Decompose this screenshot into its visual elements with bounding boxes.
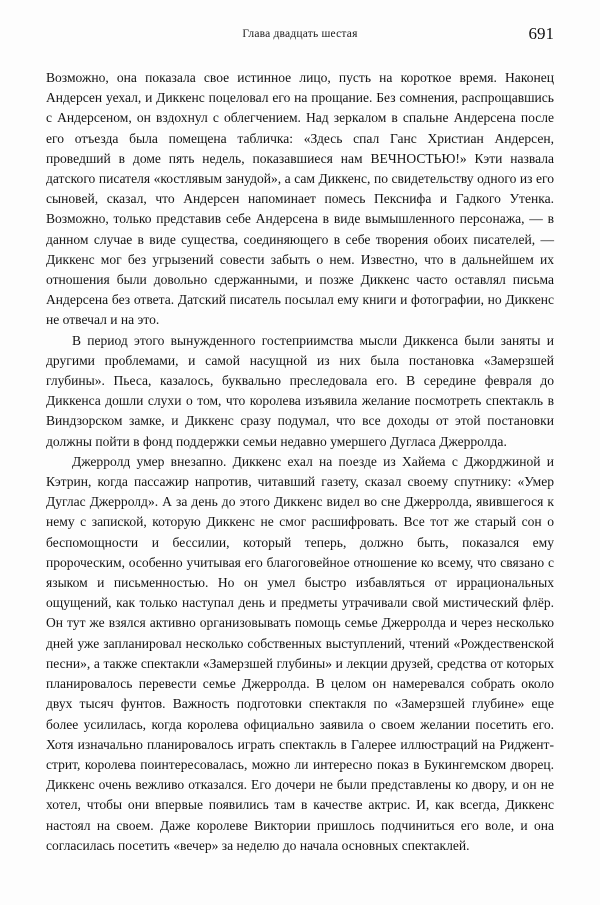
- paragraph: В период этого вынужденного гостеприимства мысли Диккенса были заняты и другими проблемами, и самой насущной из них была постановка «Замерзшей глубины». Пьеса, казалось, буквально преследовала его. В середине февраля до Диккенса дошли слухи о том, что королева изъявила желание посмотреть спектакль в Виндзорском замке, и Диккенс сразу подумал, что все доходы от этой постановки должны пойти в фонд поддержки семьи недавно умершего Дугласа Джерролда.: [46, 332, 554, 449]
- page-number: 691: [528, 24, 554, 43]
- running-title: Глава двадцать шестая: [242, 28, 358, 40]
- paragraph: Возможно, она показала свое истинное лицо, пусть на короткое время. Наконец Андерсен уехал, и Диккенс поцеловал его на прощание. Без сомнения, распрощавшись с Андерсеном, он вздохнул с облегчением. Над зеркалом в спальне Андерсена после его отъезда была помещена табличка: «Здесь спал Ганс Христиан Андерсен, проведший в доме пять недель, показавшиеся нам ВЕЧНОСТЬЮ!» Кэти назвала датского писателя «костлявым занудой», а сам Диккенс, по свидетельству одного из его сыновей, сказал, что Андерсен напоминает помесь Пекснифа и Гадкого Утенка. Возможно, только представив себе Андерсена в виде вымышленного персонажа, — в данном случае в виде существа, соединяющего в себе творения обоих писателей, — Диккенс мог без угрызений совести забыть о нем. Известно, что в дальнейшем их отношения были довольно сдержанными, и позже Диккенс часто оставлял письма Андерсена без ответа. Датский писатель посылал ему книги и фотографии, но Диккенс не отвечал и на это.: [46, 70, 554, 328]
- body-text-column: [46, 68, 554, 856]
- paragraph: Джерролд умер внезапно. Диккенс ехал на поезде из Хайема с Джорджиной и Кэтрин, когда пассажир напротив, читавший газету, сказал своему спутнику: «Умер Дуглас Джерролд». А за день до этого Диккенс видел во сне Джерролда, явившегося к нему с запиской, которую Диккенс не смог расшифровать. Все тот же старый сон о беспомощности и бессилии, который теперь, должно быть, показался ему пророческим, особенно учитывая его благоговейное отношение ко всему, что связано с языком и письменностью. Но он умел быстро избавляться от иррациональных ощущений, как только наступал день и предметы утрачивали свой мистический флёр. Он тут же взялся активно организовывать помощь семье Джерролда и через несколько дней уже запланировал несколько собственных выступлений, чтений «Рождественской песни», а также спектакли «Замерзшей глубины» и лекции друзей, средства от которых планировалось перевести семье Джерролда. В целом он намеревался собрать около двух тысяч фунтов. Важность подготовки спектакля по «Замерзшей глубине» еще более усилилась, когда королева официально заявила о своем желании посетить его. Хотя изначально планировалось играть спектакль в Галерее иллюстраций на Риджент-стрит, королева поинтересовалась, можно ли интересно показ в Букингемском дворец. Диккенс очень вежливо отказался. Его дочери не были представлены ко двору, и он не хотел, чтобы они впервые появились там в качестве актрис. И, как всегда, Диккенс настоял на своем. Даже королеве Виктории пришлось подчиниться его воле, и она согласилась посетить «вечер» за неделю до начала основных спектаклей.: [46, 453, 554, 853]
- page-header: [46, 24, 554, 54]
